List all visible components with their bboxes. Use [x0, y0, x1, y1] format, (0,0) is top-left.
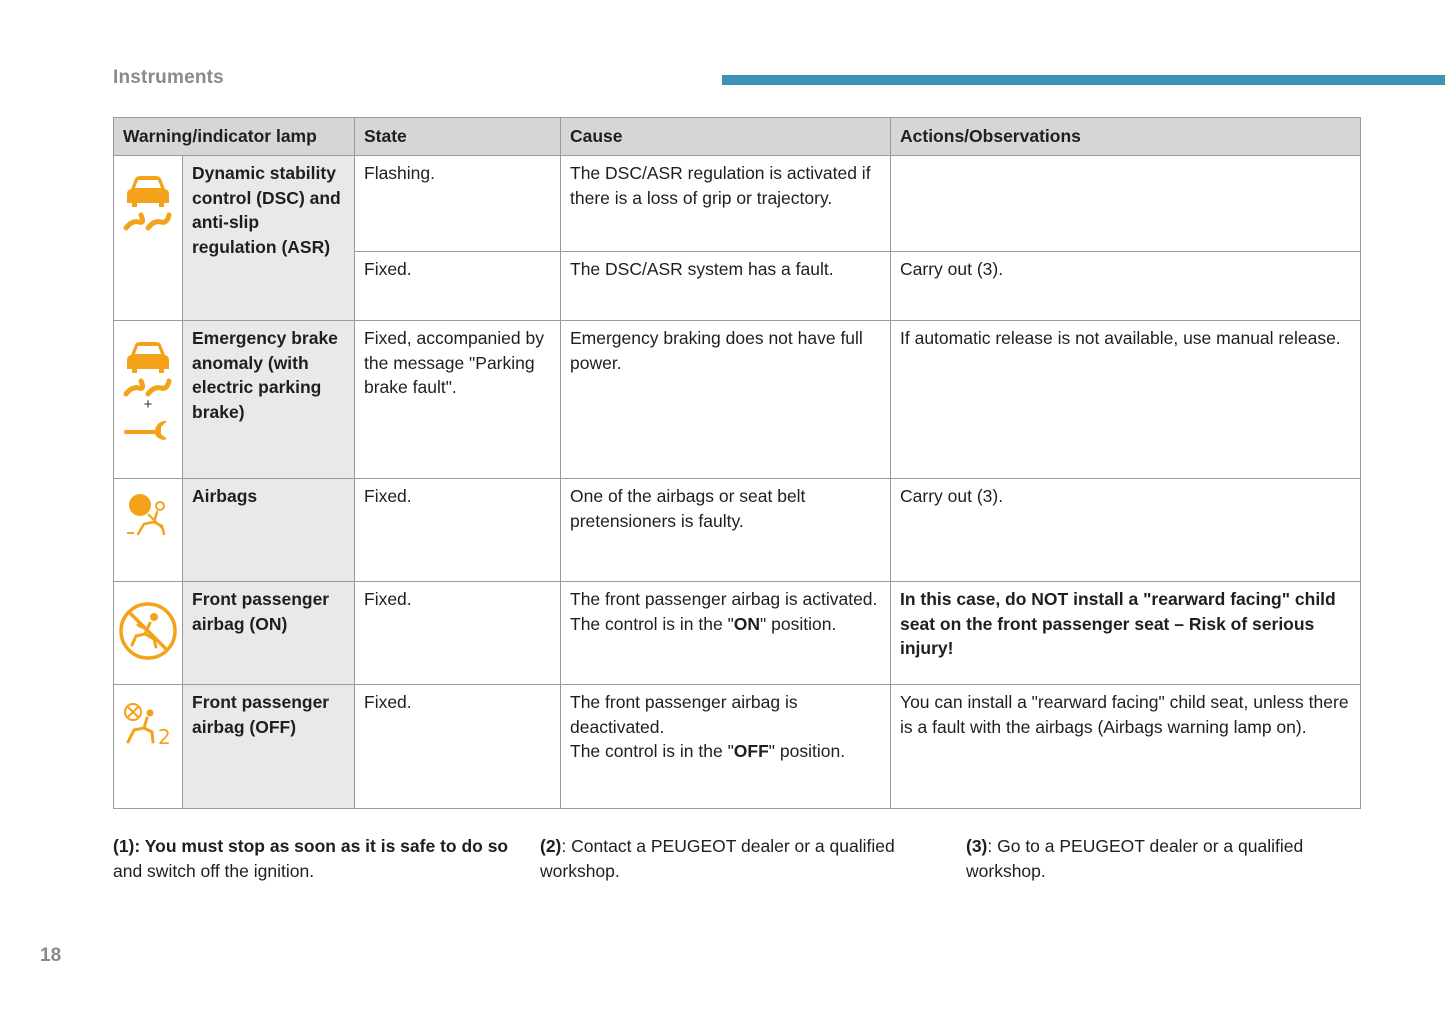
column-header-actions: Actions/Observations [891, 118, 1361, 156]
footnote-text: and switch off the ignition. [113, 860, 315, 881]
warning-lamps-table [113, 117, 1361, 809]
footnote-text: : Go to a PEUGEOT dealer or a qualified workshop. [966, 836, 1304, 881]
header-accent-bar [722, 75, 1445, 85]
lamp-icon-cell [114, 479, 183, 582]
plus-sign: + [143, 396, 153, 413]
skid-car-icon [123, 341, 173, 397]
state-cell: Fixed. [355, 685, 561, 809]
column-header-state: State [355, 118, 561, 156]
footnote-ref: (2) [540, 836, 562, 856]
passenger-airbag-on-icon [118, 601, 178, 661]
table-header-row [114, 118, 1361, 156]
state-cell: Fixed. [355, 252, 561, 321]
control-position: ON [733, 613, 761, 634]
lamp-name: Front passenger airbag (OFF) [183, 685, 355, 809]
cause-cell: The DSC/ASR system has a fault. [561, 252, 891, 321]
cause-text: The control is in the " [570, 741, 734, 761]
lamp-name: Emergency brake anomaly (with electric parking brake) [183, 321, 355, 479]
lamp-name: Dynamic stability control (DSC) and anti-slip regulation (ASR) [183, 156, 355, 321]
page-number: 18 [40, 945, 62, 966]
cause-cell: The DSC/ASR regulation is activated if there is a loss of grip or trajectory. [561, 156, 891, 252]
cause-text: " position. [760, 613, 837, 634]
cause-text: The control is in the " [570, 613, 734, 634]
control-position: OFF [733, 741, 769, 761]
footnote-ref: (3) [966, 836, 988, 856]
table-row [114, 685, 1361, 809]
state-cell: Fixed. [355, 479, 561, 582]
column-header-lamp: Warning/indicator lamp [114, 118, 355, 156]
passenger-airbag-off-icon [122, 702, 174, 746]
cause-cell: One of the airbags or seat belt pretensioners is faulty. [561, 479, 891, 582]
action-cell: Carry out (3). [891, 252, 1361, 321]
footnote-3 [966, 834, 1356, 883]
lamp-icon-cell [114, 321, 183, 479]
table-row [114, 582, 1361, 685]
action-cell: You can install a "rearward facing" child seat, unless there is a fault with the airbags (Airbags warning lamp on). [891, 685, 1361, 809]
footnote-text: : Contact a PEUGEOT dealer or a qualified workshop. [540, 836, 895, 881]
footnote-2 [540, 834, 940, 883]
state-cell: Flashing. [355, 156, 561, 252]
footnote-bold-text: : You must stop as soon as it is safe to do so [134, 836, 509, 856]
cause-text: The front passenger airbag is activated. [570, 589, 878, 609]
cause-cell [561, 582, 891, 685]
table-row [114, 479, 1361, 582]
state-cell: Fixed, accompanied by the message "Parking brake fault". [355, 321, 561, 479]
action-cell: If automatic release is not available, use manual release. [891, 321, 1361, 479]
lamp-name: Airbags [183, 479, 355, 582]
svg-text:2: 2 [158, 725, 171, 746]
state-cell: Fixed. [355, 582, 561, 685]
lamp-name: Front passenger airbag (ON) [183, 582, 355, 685]
column-header-cause: Cause [561, 118, 891, 156]
table-row [114, 156, 1361, 252]
cause-text: The front passenger airbag is deactivated. [570, 692, 798, 737]
lamp-icon-cell [114, 156, 183, 321]
cause-cell [561, 685, 891, 809]
lamp-icon-cell [114, 582, 183, 685]
section-title: Instruments [113, 67, 224, 88]
airbag-icon [124, 492, 172, 536]
action-cell: Carry out (3). [891, 479, 1361, 582]
action-cell: In this case, do NOT install a "rearward facing" child seat on the front passenger seat – Risk of serious injury! [891, 582, 1361, 685]
skid-car-icon [123, 175, 173, 231]
action-cell [891, 156, 1361, 252]
table-row [114, 321, 1361, 479]
wrench-icon [123, 419, 173, 445]
cause-cell: Emergency braking does not have full power. [561, 321, 891, 479]
cause-text: " position. [768, 741, 846, 761]
footnote-ref: (1) [113, 836, 135, 856]
footnote-1 [113, 834, 513, 883]
lamp-icon-cell [114, 685, 183, 809]
